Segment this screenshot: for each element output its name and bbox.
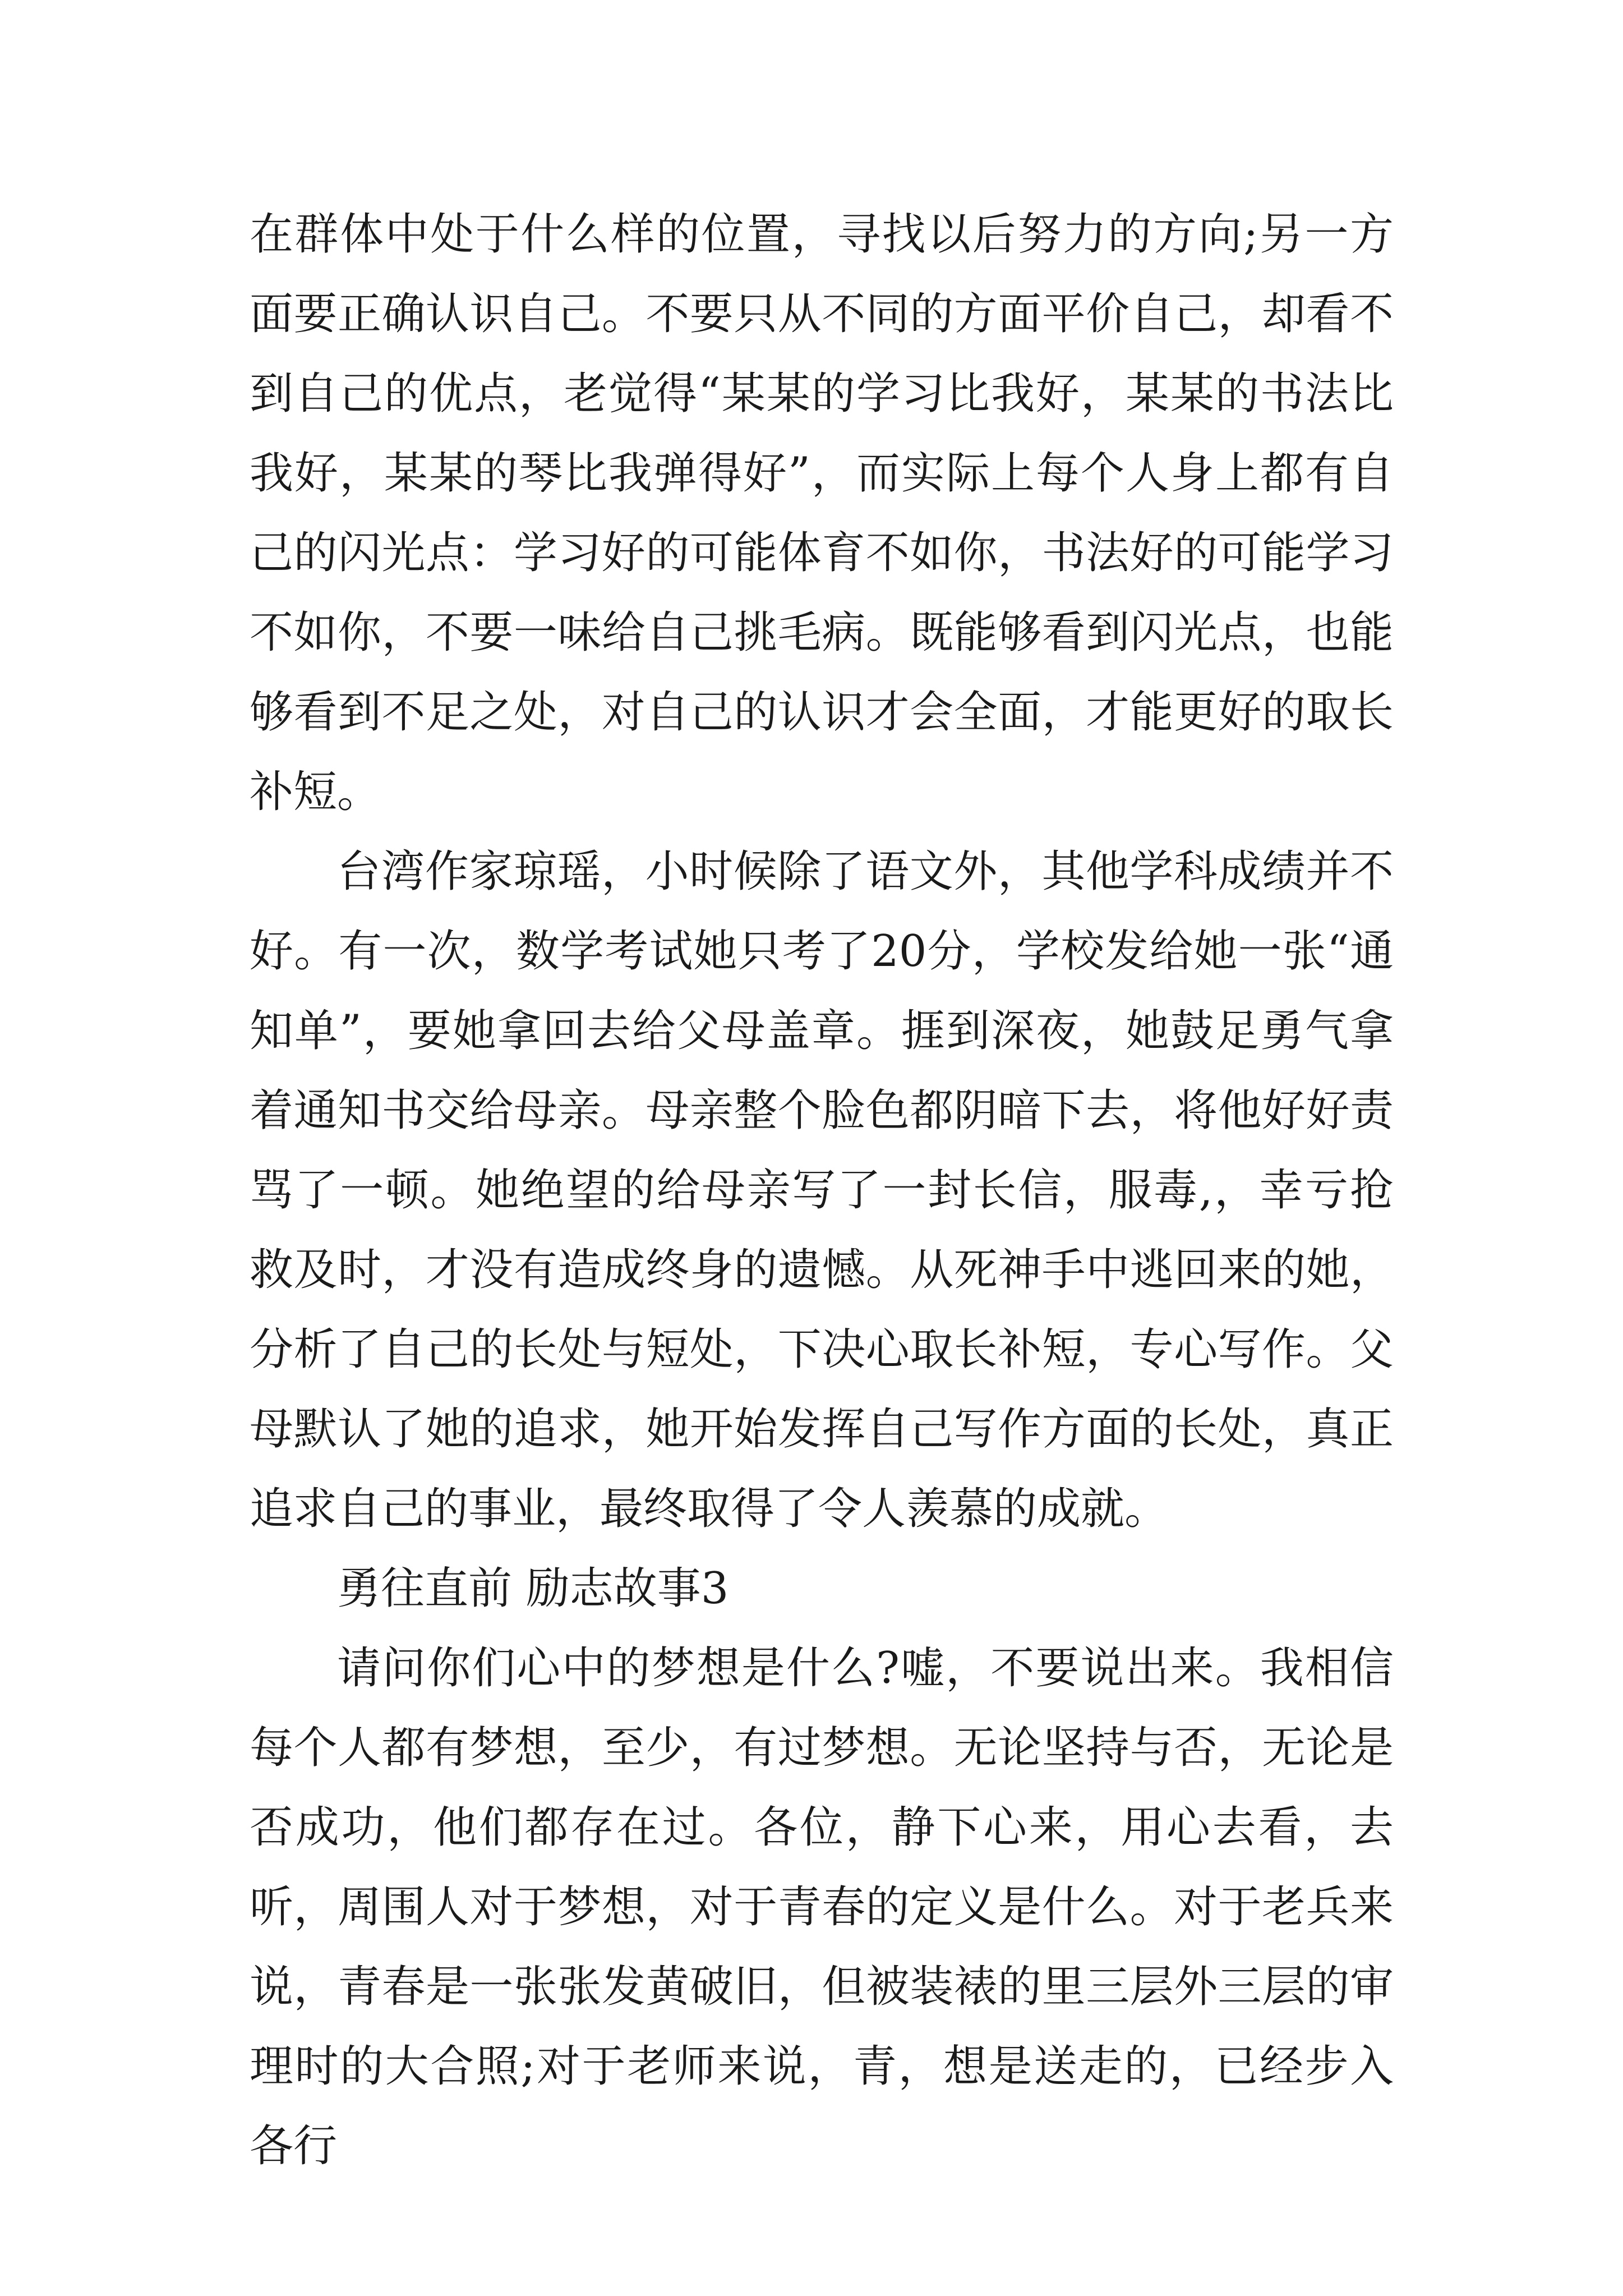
paragraph-qiongyao-story: 台湾作家琼瑶，小时候除了语文外，其他学科成绩并不好。有一次，数学考试她只考了20分，学校发给她一张“通知单”，要她拿回去给父母盖章。捱到深夜，她鼓足勇气拿着通知书交给母亲。母亲整个脸色都阴暗下去，将他好好责骂了一顿。她绝望的给母亲写了一封长信，服毒,，幸亏抢救及时，才没有造成终身的遗憾。从死神手中逃回来的她，分析了自己的长处与短处，下决心取长补短，专心写作。父母默认了她的追求，她开始发挥自己写作方面的长处，真正追求自己的事业，最终取得了令人羡慕的成就。 xyxy=(250,846,1394,1534)
paragraph-continuation: 在群体中处于什么样的位置，寻找以后努力的方向;另一方面要正确认识自己。不要只从不同的方面平价自己，却看不到自己的优点，老觉得“某某的学习比我好，某某的书法比我好，某某的琴比我弹得好”，而实际上每个人身上都有自己的闪光点：学习好的可能体育不如你，书法好的可能学习不如你，不要一味给自己挑毛病。既能够看到闪光点，也能够看到不足之处，对自己的认识才会全面，才能更好的取长补短。 xyxy=(250,209,1394,817)
paragraph-dream: 请问你们心中的梦想是什么?嘘，不要说出来。我相信每个人都有梦想，至少，有过梦想。无论坚持与否，无论是否成功，他们都存在过。各位，静下心来，用心去看，去听，周围人对于梦想，对于青春的定义是什么。对于老兵来说，青春是一张张发黄破旧，但被装裱的里三层外三层的审理时的大合照;对于老师来说，青，想是送走的，已经步入各行 xyxy=(250,1643,1394,2171)
document-body xyxy=(250,195,1394,2186)
section-heading: 勇往直前 励志故事3 xyxy=(337,1563,729,1614)
